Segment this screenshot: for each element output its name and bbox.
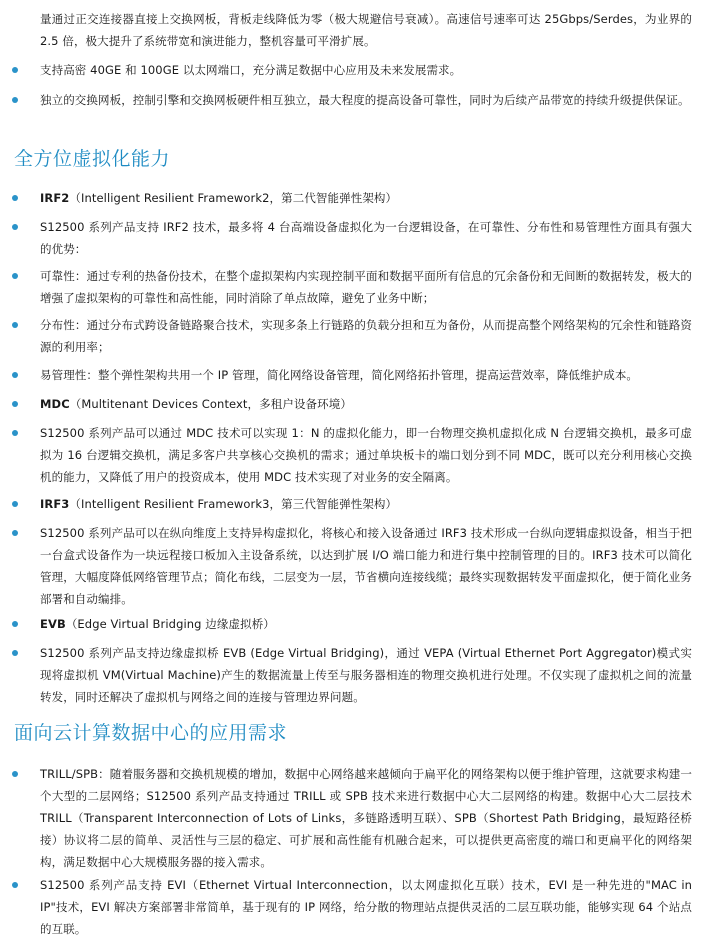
bullet-evb-title [40, 613, 692, 635]
bullet-icon [12, 771, 18, 777]
bullet-reliability: 可靠性：通过专利的热备份技术，在整个虚拟架构内实现控制平面和数据平面所有信息的冗余备份和无间断的数据转发，极大的增强了虚拟架构的可靠性和高性能，同时消除了单点故障，避免了业务中断； [40, 269, 692, 305]
bullet-irf3-desc: S12500 系列产品可以在纵向维度上支持异构虚拟化，将核心和接入设备通过 IRF3 技术形成一台纵向逻辑虚拟设备，相当于把一台盒式设备作为一块远程接口板加入主设备系统，以达到扩展 I/O 端口能力和进行集中控制管理的目的。IRF3 技术可以简化管理，大幅度降低网络管理节点；简化布线，二层变为一层，节省横向连接线缆；最终实现数据转发平面虚拟化，便于简化业务部署和自动编排。 [40, 526, 692, 606]
bullet-40ge-100ge: 支持高密 40GE 和 100GE 以太网端口，充分满足数据中心应用及未来发展需求。 [40, 63, 462, 77]
bullet-icon [12, 195, 18, 201]
mdc-expansion: （Multitenant Devices Context，多租户设备环境） [69, 397, 352, 411]
irf3-expansion: （Intelligent Resilient Framework3，第三代智能弹性架构） [69, 497, 398, 511]
evb-expansion: （Edge Virtual Bridging 边缘虚拟桥） [65, 617, 275, 631]
irf2-term: IRF2 [40, 191, 70, 205]
bullet-icon [12, 882, 18, 888]
bullet-irf3-title [40, 493, 692, 515]
bullet-icon [12, 650, 18, 656]
bullet-icon [12, 372, 18, 378]
bullet-icon [12, 401, 18, 407]
bullet-distribution: 分布性：通过分布式跨设备链路聚合技术，实现多条上行链路的负载分担和互为备份，从而提高整个网络架构的冗余性和链路资源的利用率； [40, 318, 692, 354]
bullet-icon [12, 224, 18, 230]
bullet-irf2-title [40, 187, 692, 209]
bullet-switch-fabric: 独立的交换网板，控制引擎和交换网板硬件相互独立，最大程度的提高设备可靠性，同时为后续产品带宽的持续升级提供保证。 [40, 93, 690, 107]
section-heading-virtualization: 全方位虚拟化能力 [14, 148, 171, 170]
bullet-icon [12, 501, 18, 507]
evb-term: EVB [40, 617, 66, 631]
bullet-icon [12, 430, 18, 436]
bullet-irf2-desc: S12500 系列产品支持 IRF2 技术，最多将 4 台高端设备虚拟化为一台逻辑设备，在可靠性、分布性和易管理性方面具有强大的优势： [40, 220, 692, 256]
mdc-term: MDC [40, 397, 70, 411]
bullet-icon [12, 621, 18, 627]
bullet-mdc-title [40, 393, 692, 415]
irf3-term: IRF3 [40, 497, 70, 511]
bullet-icon [12, 67, 18, 73]
bullet-icon [12, 530, 18, 536]
bullet-icon [12, 322, 18, 328]
bullet-icon [12, 273, 18, 279]
intro-continuation: 量通过正交连接器直接上交换网板，背板走线降低为零（极大规避信号衰减）。高速信号速率可达 25Gbps/Serdes，为业界的 2.5 倍，极大提升了系统带宽和演进能力，整机容量可平滑扩展。 [40, 12, 692, 48]
irf2-expansion: （Intelligent Resilient Framework2，第二代智能弹性架构） [69, 191, 398, 205]
section-heading-cloud: 面向云计算数据中心的应用需求 [14, 722, 288, 744]
bullet-trill-spb: TRILL/SPB：随着服务器和交换机规模的增加，数据中心网络越来越倾向于扁平化的网络架构以便于维护管理，这就要求构建一个大型的二层网络；S12500 系列产品支持通过 TRILL 或 SPB 技术来进行数据中心大二层网络的构建。数据中心大二层技术 TRILL（Transparent Interconnection of Lots of Links，多链路透明互联）、SPB（Shortest Path Bridging，最短路径桥接）协议将二层的简单、灵活性与三层的稳定、可扩展和高性能有机融合起来，可以提供更高密度的端口和更扁平化的网络架构，满足数据中心大规模服务器的接入需求。 [40, 767, 692, 869]
bullet-icon [12, 97, 18, 103]
bullet-evb-desc: S12500 系列产品支持边缘虚拟桥 EVB (Edge Virtual Bridging)，通过 VEPA (Virtual Ethernet Port Aggregator)模式实现将虚拟机 VM(Virtual Machine)产生的数据流量上传至与服务器相连的物理交换机进行处理。不仅实现了虚拟机之间的流量转发，同时还解决了虚拟机与网络之间的连接与管理边界问题。 [40, 646, 692, 704]
bullet-manageability: 易管理性：整个弹性架构共用一个 IP 管理，简化网络设备管理，简化网络拓扑管理，提高运营效率，降低维护成本。 [40, 368, 639, 382]
bullet-evi: S12500 系列产品支持 EVI（Ethernet Virtual Interconnection，以太网虚拟化互联）技术，EVI 是一种先进的"MAC in IP"技术，EVI 解决方案部署非常简单，基于现有的 IP 网络，给分散的物理站点提供灵活的二层互联功能，能够实现 64 个站点的互联。 [40, 878, 692, 936]
bullet-mdc-desc: S12500 系列产品可以通过 MDC 技术可以实现 1：N 的虚拟化能力，即一台物理交换机虚拟化成 N 台逻辑交换机，最多可虚拟为 16 台逻辑交换机，满足多客户共享核心交换机的需求；通过单块板卡的端口划分到不同 MDC，既可以充分利用核心交换机的能力，又降低了用户的投资成本，使用 MDC 技术实现了对业务的安全隔离。 [40, 426, 692, 484]
